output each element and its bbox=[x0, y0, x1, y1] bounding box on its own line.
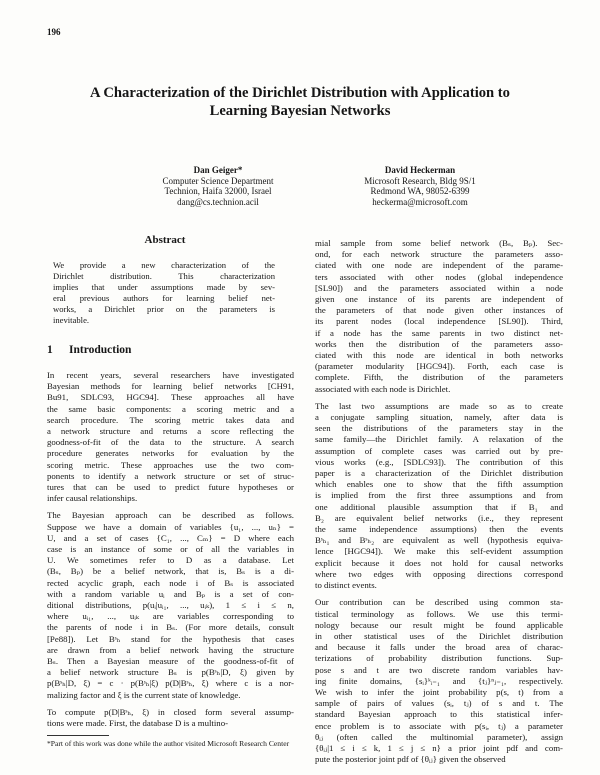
text-line: tures that can be used to predict future hypotheses or bbox=[47, 482, 294, 493]
title-line-1: A Characterization of the Dirichlet Distribution with Application to bbox=[90, 85, 510, 101]
text-line: in other statistical uses of the Dirichlet distribution bbox=[315, 630, 563, 641]
text-line: one additional plausible assumption that if B₁ and bbox=[315, 501, 563, 512]
author-name: Dan Geiger* bbox=[193, 165, 243, 175]
text-line: scoring metric. These approaches use the two com- bbox=[47, 459, 294, 470]
text-line: search procedure. The scoring metric takes data and bbox=[47, 414, 294, 425]
text-line: nology because our result might be found applicable bbox=[315, 619, 563, 630]
text-line: In recent years, several researchers have investigated bbox=[47, 370, 294, 380]
text-line: works then the distribution of the parameters asso- bbox=[315, 338, 563, 349]
text-line: θᵢⱼ (often called the multinomial parameter), assign bbox=[315, 731, 563, 742]
section-title: Introduction bbox=[69, 344, 132, 356]
text-line: [SL90]) and the parameters associated within a node bbox=[315, 282, 563, 293]
text-line: seen the distributions of the parameters stay in the bbox=[315, 423, 563, 434]
text-line: The Bayesian approach can be described as follows. bbox=[47, 510, 294, 521]
text-line: assumption of complete cases was carried out by pre- bbox=[315, 445, 563, 456]
text-line: ditional distributions, p(uᵢ|uᵢ₁, ..., uᵢₖ), 1 ≤ i ≤ n, bbox=[47, 600, 294, 611]
text-line: ing finite domains, {sᵢ}ᵏᵢ₌₁ and {tⱼ}ⁿⱼ₌₁, respectively. bbox=[315, 675, 563, 686]
author-address: Technion, Haifa 32000, Israel bbox=[164, 186, 272, 196]
text-line: a conjugate sampling situation, namely, after data is bbox=[315, 412, 563, 423]
text-line: to distinct events. bbox=[315, 580, 377, 591]
text-line: is implied from the first three assumptions and from bbox=[315, 490, 563, 501]
text-line: pute the posterior joint pdf of {θᵢⱼ} given the observed bbox=[315, 754, 506, 765]
paragraph bbox=[47, 707, 294, 729]
text-line: where uᵢ₁, ..., uᵢₖ are variables corresponding to bbox=[47, 611, 294, 622]
author-address: Redmond WA, 98052-6399 bbox=[370, 186, 470, 196]
text-line: p(Bˢₕ|D, ξ) = c · p(Bˢₕ|ξ) p(D|Bˢₕ, ξ) where c is a nor- bbox=[47, 678, 294, 689]
section-number: 1 bbox=[47, 344, 53, 356]
paragraph bbox=[315, 238, 563, 395]
author-block-2 bbox=[320, 165, 520, 207]
text-line: ence problem is to associate with p(sᵢ, tⱼ) a parameter bbox=[315, 720, 563, 731]
text-line: U. We sometimes refer to D as a database. Let bbox=[47, 555, 294, 566]
text-line: ciated with one node are independent of the parame- bbox=[315, 260, 563, 271]
text-line: complete. Fifth, the distribution of the parameters bbox=[315, 372, 563, 383]
text-line: explicit because it does not hold for causal networks bbox=[315, 557, 563, 568]
text-line: paper is a characterization of the Dirichlet distribution bbox=[315, 468, 563, 479]
text-line: eral previous authors for learning belief net- bbox=[53, 293, 275, 303]
author-affiliation: Computer Science Department bbox=[162, 175, 274, 186]
text-line: {θᵢⱼ|1 ≤ i ≤ k, 1 ≤ j ≤ n} a prior joint pdf and com- bbox=[315, 742, 563, 753]
text-line: a belief network structure Bₛ is p(Bˢₕ|D, ξ) given by bbox=[47, 667, 294, 678]
text-line: standard Bayesian approach to this statistical infer- bbox=[315, 709, 563, 720]
text-line: implies that under assumptions made by sev- bbox=[53, 282, 275, 292]
text-line: ond, for each network structure the parameters asso- bbox=[315, 249, 563, 260]
text-line: terizations of probability distribution functions. Sup- bbox=[315, 653, 563, 664]
text-line: the parameters of that node given other instances of bbox=[315, 305, 563, 316]
title-line-2: Learning Bayesian Networks bbox=[209, 103, 391, 119]
page-number: 196 bbox=[47, 27, 61, 37]
text-line: ciated with this node are identical in both networks bbox=[315, 350, 563, 361]
text-line: and because it falls under the broad area of charac- bbox=[315, 642, 563, 653]
text-line: works, a Dirichlet prior on the parameters is bbox=[53, 304, 275, 314]
abstract-body bbox=[53, 260, 275, 326]
text-line: infer causal relationships. bbox=[47, 493, 138, 504]
text-line: ponents to identify a network structure or set of struc- bbox=[47, 470, 294, 481]
text-line: ters associated with other nodes (global independence bbox=[315, 271, 563, 282]
author-affiliation: Microsoft Research, Bldg 9S/1 bbox=[364, 175, 476, 186]
text-line: lence [HGC94]). We make this self-evident assumption bbox=[315, 546, 563, 557]
paragraph bbox=[47, 370, 294, 504]
text-line: Bˢₕ₁ and Bˢₕ₂ are equivalent as well (hypothesis equiva- bbox=[315, 535, 563, 546]
paper-title bbox=[40, 84, 560, 120]
text-line: associated with each node is Dirichlet. bbox=[315, 383, 451, 394]
left-column-body bbox=[47, 370, 294, 735]
text-line: same family—the Dirichlet family. A relaxation of the bbox=[315, 434, 563, 445]
paragraph bbox=[47, 510, 294, 700]
text-line: Our contribution can be described using common sta- bbox=[315, 597, 563, 608]
text-line: [Pe88]). Let Bˢₕ stand for the hypothesis that cases bbox=[47, 633, 294, 644]
text-line: rected acyclic graph, each node i of Bₛ is associated bbox=[47, 577, 294, 588]
section-heading bbox=[47, 344, 131, 356]
text-line: We provide a new characterization of the bbox=[53, 260, 275, 270]
text-line: procedure generates networks for evaluation by the bbox=[47, 448, 294, 459]
author-email: heckerma@microsoft.com bbox=[372, 196, 468, 207]
text-line: U, and a set of cases {C₁, ..., Cₘ} = D where each bbox=[47, 532, 294, 543]
text-line: mial sample from some belief network (Bₛ, Bₚ). Sec- bbox=[315, 238, 563, 248]
text-line: given one instance of its parents are independent of bbox=[315, 294, 563, 305]
text-line: The last two assumptions are made so as to create bbox=[315, 400, 563, 411]
text-line: sample of pairs of values (sᵢ, tⱼ) of s and t. The bbox=[315, 698, 563, 709]
text-line: Dirichlet distribution. This characterization bbox=[53, 271, 275, 281]
text-line: Bu91, SDLC93, HGC94]. These approaches all have bbox=[47, 392, 294, 403]
text-line: goodness-of-fit of the data to the structure. A search bbox=[47, 437, 294, 448]
text-line: (parameter modularity [HGC94]). Forth, each case is bbox=[315, 361, 563, 372]
text-line: which enables one to show that the fifth assumption bbox=[315, 479, 563, 490]
footnote-rule bbox=[47, 735, 109, 736]
footnote: *Part of this work was done while the author visited Microsoft Research Center bbox=[47, 739, 290, 748]
text-line: its parent nodes (local independence [SL90]). Third, bbox=[315, 316, 563, 327]
text-line: Suppose we have a domain of variables {u₁, ..., uₙ} = bbox=[47, 521, 294, 532]
text-line: a network structure and returns a score reflecting the bbox=[47, 426, 294, 437]
text-line: (Bₛ, Bₚ) be a belief network, that is, Bₛ is a di- bbox=[47, 566, 294, 577]
text-line: case is an instance of some or of all the variables in bbox=[47, 544, 294, 555]
text-line: To compute p(D|Bˢₕ, ξ) in closed form several assump- bbox=[47, 706, 294, 717]
text-line: vious works (e.g., [SDLC93]). The contribution of this bbox=[315, 456, 563, 467]
abstract-heading: Abstract bbox=[144, 234, 186, 246]
text-line: tions were made. First, the database D is a multino- bbox=[47, 718, 229, 729]
text-line: where two edges with opposing directions correspond bbox=[315, 568, 563, 579]
text-line: Bₛ. Then a Bayesian measure of the goodness-of-fit of bbox=[47, 656, 294, 667]
text-line: malizing factor and ξ is the current state of knowledge. bbox=[47, 689, 241, 700]
text-line: inevitable. bbox=[53, 315, 90, 325]
text-line: B₂ are equivalent belief networks (i.e., they represent bbox=[315, 512, 563, 523]
text-line: tistical terminology as follows. We use this termi- bbox=[315, 608, 563, 619]
author-email: dang@cs.technion.acil bbox=[177, 196, 259, 207]
text-line: pose s and t are two discrete random variables hav- bbox=[315, 664, 563, 675]
text-line: are drawn from a belief network having the structure bbox=[47, 644, 294, 655]
text-line: with a random variable uᵢ and Bₚ is a set of con- bbox=[47, 588, 294, 599]
text-line: Bayesian methods for learning belief networks [CH91, bbox=[47, 381, 294, 392]
text-line: the same basic components: a scoring metric and a bbox=[47, 403, 294, 414]
text-line: the same independence assumptions) then the events bbox=[315, 524, 563, 535]
author-block-1 bbox=[118, 165, 318, 207]
paragraph bbox=[315, 401, 563, 591]
right-column-body bbox=[315, 238, 563, 771]
text-line: the parents of node i in Bₛ. (For more details, consult bbox=[47, 622, 294, 633]
text-line: if a node has the same parents in two distinct net- bbox=[315, 327, 563, 338]
author-name: David Heckerman bbox=[384, 165, 456, 175]
text-line: We wish to infer the joint probability p(s, t) from a bbox=[315, 686, 563, 697]
paragraph bbox=[315, 597, 563, 765]
